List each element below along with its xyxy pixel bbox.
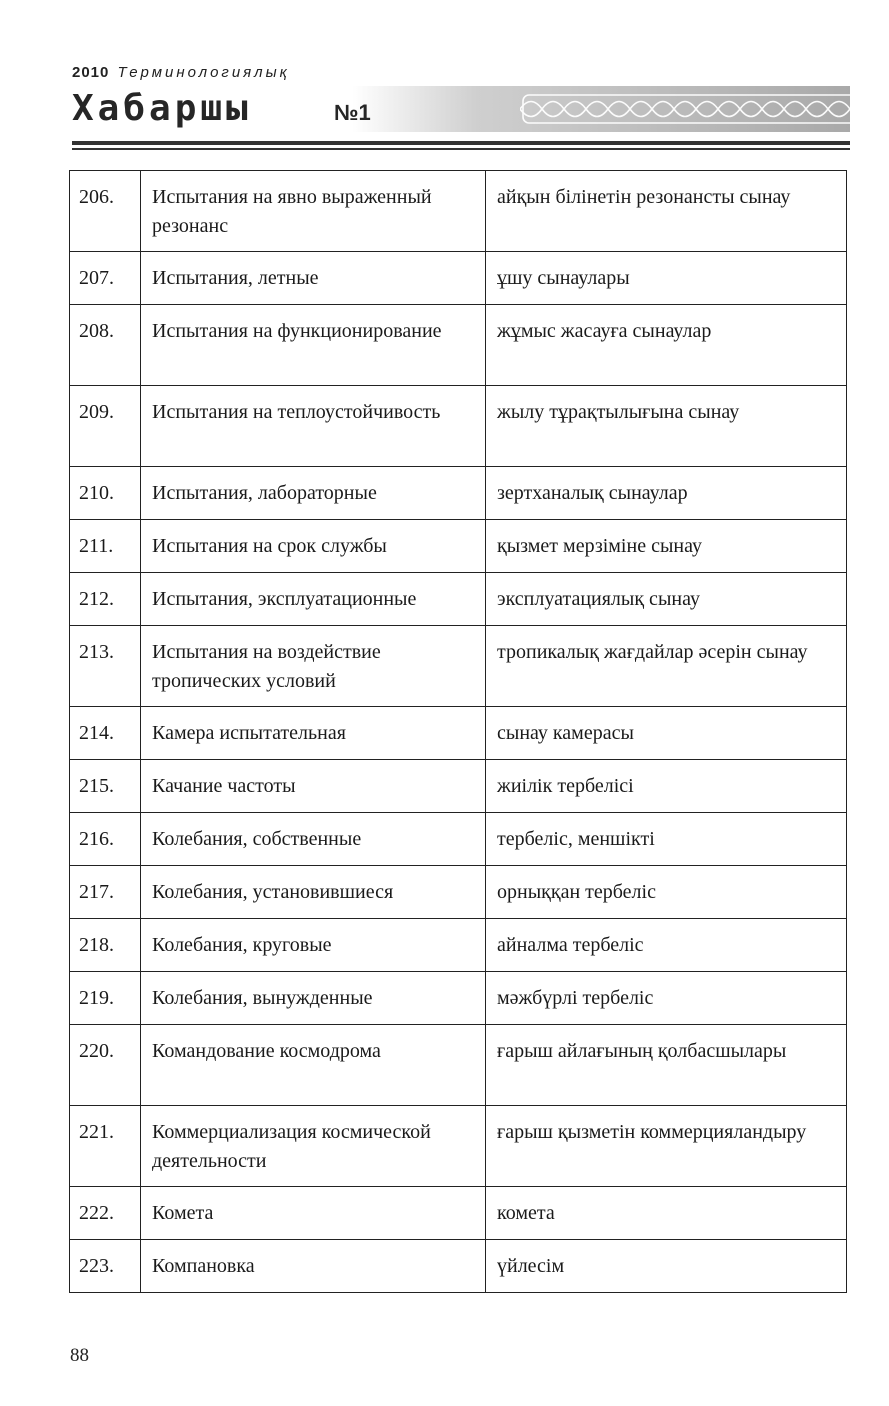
table-row	[70, 1025, 847, 1106]
term-kazakh: орныққан тербеліс	[486, 866, 847, 919]
entry-number: 222.	[70, 1187, 141, 1240]
term-russian: Испытания на срок службы	[141, 520, 486, 573]
term-russian: Испытания на теплоустойчивость	[141, 386, 486, 467]
table-row	[70, 626, 847, 707]
entry-number: 210.	[70, 467, 141, 520]
table-row	[70, 1240, 847, 1293]
term-russian: Испытания на функционирование	[141, 305, 486, 386]
table-row	[70, 1187, 847, 1240]
term-russian: Испытания, лабораторные	[141, 467, 486, 520]
table-row	[70, 972, 847, 1025]
entry-number: 208.	[70, 305, 141, 386]
term-kazakh: комета	[486, 1187, 847, 1240]
entry-number: 220.	[70, 1025, 141, 1106]
term-russian: Камера испытательная	[141, 707, 486, 760]
issue-number: №1	[334, 100, 371, 125]
table-row	[70, 707, 847, 760]
table-row	[70, 919, 847, 972]
term-kazakh: ұшу сынаулары	[486, 252, 847, 305]
term-russian: Компановка	[141, 1240, 486, 1293]
term-kazakh: қызмет мерзіміне сынау	[486, 520, 847, 573]
term-russian: Испытания на явно выраженный резонанс	[141, 171, 486, 252]
title-banner	[72, 86, 850, 132]
entry-number: 214.	[70, 707, 141, 760]
page-number: 88	[70, 1345, 89, 1366]
term-kazakh: жиілік тербелісі	[486, 760, 847, 813]
term-kazakh: жұмыс жасауға сынаулар	[486, 305, 847, 386]
entry-number: 209.	[70, 386, 141, 467]
table-row	[70, 252, 847, 305]
term-kazakh: айқын білінетін резонансты сынау	[486, 171, 847, 252]
term-kazakh: мәжбүрлі тербеліс	[486, 972, 847, 1025]
term-kazakh: эксплуатациялық сынау	[486, 573, 847, 626]
term-russian: Колебания, круговые	[141, 919, 486, 972]
table-row	[70, 305, 847, 386]
entry-number: 216.	[70, 813, 141, 866]
term-russian: Испытания на воздействие тропических условий	[141, 626, 486, 707]
term-russian: Командование космодрома	[141, 1025, 486, 1106]
term-kazakh: ғарыш қызметін коммерцияландыру	[486, 1106, 847, 1187]
table-row	[70, 520, 847, 573]
entry-number: 215.	[70, 760, 141, 813]
table-row	[70, 573, 847, 626]
entry-number: 212.	[70, 573, 141, 626]
term-kazakh: үйлесім	[486, 1240, 847, 1293]
entry-number: 219.	[70, 972, 141, 1025]
table-row	[70, 467, 847, 520]
entry-number: 221.	[70, 1106, 141, 1187]
table-row	[70, 813, 847, 866]
term-kazakh: ғарыш айлағының қолбасшылары	[486, 1025, 847, 1106]
entry-number: 223.	[70, 1240, 141, 1293]
term-kazakh: сынау камерасы	[486, 707, 847, 760]
header-journal-name: Терминологиялық	[117, 64, 290, 81]
entry-number: 206.	[70, 171, 141, 252]
term-russian: Коммерциализация космической деятельности	[141, 1106, 486, 1187]
term-kazakh: жылу тұрақтылығына сынау	[486, 386, 847, 467]
term-russian: Комета	[141, 1187, 486, 1240]
term-russian: Качание частоты	[141, 760, 486, 813]
term-kazakh: айналма тербеліс	[486, 919, 847, 972]
term-kazakh: тропикалық жағдайлар әсерін сынау	[486, 626, 847, 707]
term-russian: Испытания, летные	[141, 252, 486, 305]
header-rule-thin	[72, 148, 850, 150]
entry-number: 217.	[70, 866, 141, 919]
term-russian: Колебания, установившиеся	[141, 866, 486, 919]
entry-number: 207.	[70, 252, 141, 305]
table-row	[70, 386, 847, 467]
table-row	[70, 1106, 847, 1187]
journal-title: Хабаршы	[72, 88, 252, 129]
term-kazakh: зертханалық сынаулар	[486, 467, 847, 520]
entry-number: 218.	[70, 919, 141, 972]
term-russian: Испытания, эксплуатационные	[141, 573, 486, 626]
term-russian: Колебания, вынужденные	[141, 972, 486, 1025]
term-kazakh: тербеліс, меншікті	[486, 813, 847, 866]
header-year: 2010	[72, 64, 110, 81]
header-rule-thick	[72, 141, 850, 145]
ornament-icon	[520, 92, 870, 126]
entry-number: 213.	[70, 626, 141, 707]
table-row	[70, 866, 847, 919]
journal-header	[72, 64, 290, 81]
term-russian: Колебания, собственные	[141, 813, 486, 866]
table-row	[70, 171, 847, 252]
table-row	[70, 760, 847, 813]
entry-number: 211.	[70, 520, 141, 573]
terminology-table	[69, 170, 847, 1293]
